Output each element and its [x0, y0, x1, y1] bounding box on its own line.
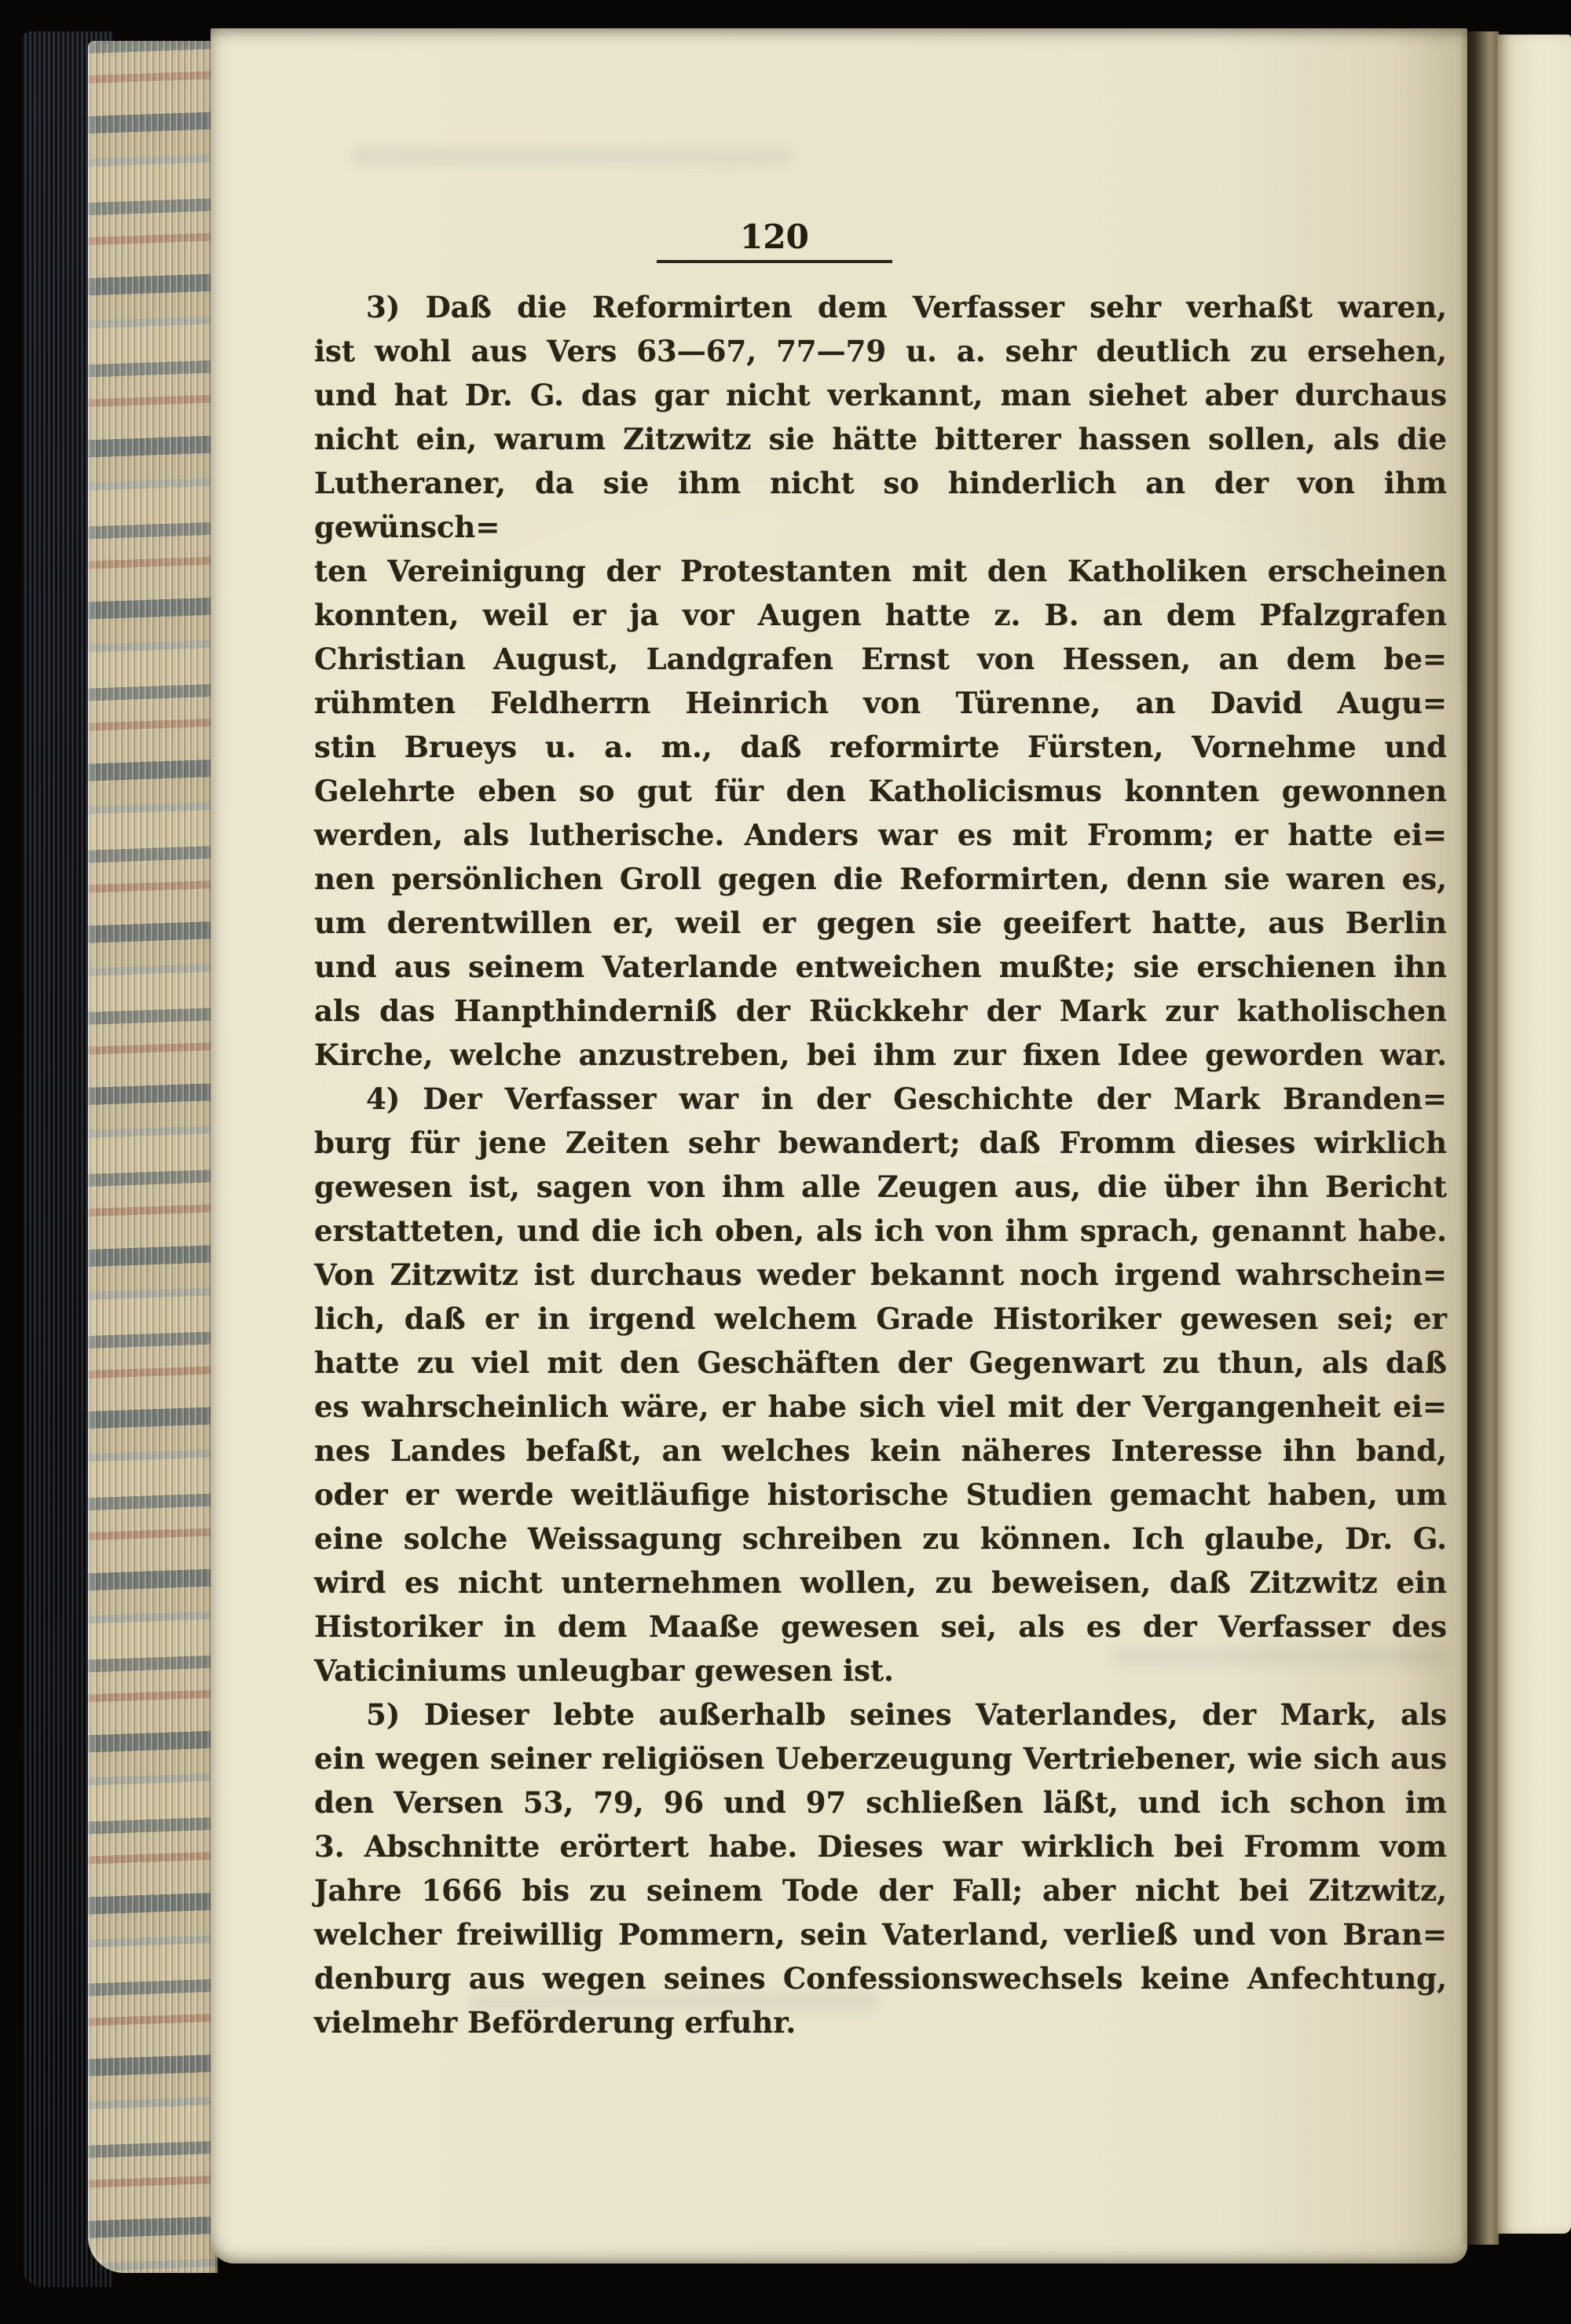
gutter-shadow [1459, 31, 1499, 2245]
text-line: Christian August, Landgrafen Ernst von Hessen, an dem be= [314, 642, 1447, 676]
page-body [314, 285, 1447, 2044]
text-line: konnten, weil er ja vor Augen hatte z. B. an dem Pfalzgrafen [314, 598, 1447, 632]
text-line: erstatteten, und die ich oben, als ich von ihm sprach, genannt habe. [314, 1213, 1447, 1248]
page-text-block [314, 189, 1447, 2044]
text-line: eine solche Weissagung schreiben zu können. Ich glaube, Dr. G. [314, 1521, 1447, 1556]
text-line: nen persönlichen Groll gegen die Reformirten, denn sie waren es, [314, 862, 1447, 896]
text-line: oder er werde weitläufige historische Studien gemacht haben, um [314, 1477, 1447, 1512]
text-line: wird es nicht unternehmen wollen, zu beweisen, daß Zitzwitz ein [314, 1565, 1447, 1600]
text-line: vielmehr Beförderung erfuhr. [314, 2005, 796, 2040]
text-line: und aus seinem Vaterlande entweichen mußte; sie erschienen ihn [314, 950, 1447, 984]
text-line: Von Zitzwitz ist durchaus weder bekannt noch irgend wahrschein= [314, 1257, 1447, 1292]
text-line: Kirche, welche anzustreben, bei ihm zur fixen Idee geworden war. [314, 1038, 1447, 1072]
page-number: 120 [657, 221, 892, 263]
text-line: als das Hanpthinderniß der Rückkehr der Mark zur katholischen [314, 994, 1447, 1028]
text-line: lich, daß er in irgend welchem Grade Historiker gewesen sei; er [314, 1301, 1447, 1336]
text-line: Lutheraner, da sie ihm nicht so hinderlich an der von ihm gewünsch= [314, 466, 1447, 544]
paragraph [314, 1693, 1447, 2044]
book-page [211, 28, 1467, 2264]
text-line: 3) Daß die Reformirten dem Verfasser sehr verhaßt waren, [366, 290, 1447, 324]
text-line: rühmten Feldherrn Heinrich von Türenne, an David Augu= [314, 686, 1447, 720]
text-line: ten Vereinigung der Protestanten mit den Katholiken erscheinen [314, 554, 1447, 588]
text-line: Gelehrte eben so gut für den Katholicismus konnten gewonnen [314, 774, 1447, 808]
facing-page-edge [1497, 35, 1571, 2234]
text-line: Jahre 1666 bis zu seinem Tode der Fall; aber nicht bei Zitzwitz, [314, 1873, 1447, 1908]
text-line: welcher freiwillig Pommern, sein Vaterland, verließ und von Bran= [314, 1917, 1447, 1952]
text-line: stin Brueys u. a. m., daß reformirte Fürsten, Vornehme und [314, 730, 1447, 764]
text-line: denburg aus wegen seines Confessionswechsels keine Anfechtung, [314, 1961, 1447, 1996]
text-line: werden, als lutherische. Anders war es mit Fromm; er hatte ei= [314, 818, 1447, 852]
text-line: gewesen ist, sagen von ihm alle Zeugen aus, die über ihn Bericht [314, 1169, 1447, 1204]
showthrough-smudge [352, 146, 792, 167]
marbled-page-edges [88, 41, 218, 2273]
paragraph [314, 285, 1447, 1077]
text-line: burg für jene Zeiten sehr bewandert; daß Fromm dieses wirklich [314, 1125, 1447, 1160]
text-line: ist wohl aus Vers 63—67, 77—79 u. a. sehr deutlich zu ersehen, [314, 334, 1447, 368]
text-line: es wahrscheinlich wäre, er habe sich viel mit der Vergangenheit ei= [314, 1389, 1447, 1424]
text-line: 3. Abschnitte erörtert habe. Dieses war wirklich bei Fromm vom [314, 1829, 1447, 1864]
text-line: Historiker in dem Maaße gewesen sei, als es der Verfasser des [314, 1609, 1447, 1644]
text-line: den Versen 53, 79, 96 und 97 schließen läßt, und ich schon im [314, 1785, 1447, 1820]
text-line: 4) Der Verfasser war in der Geschichte der Mark Branden= [366, 1081, 1447, 1116]
paragraph [314, 1077, 1447, 1693]
text-line: nes Landes befaßt, an welches kein näheres Interesse ihn band, [314, 1433, 1447, 1468]
text-line: hatte zu viel mit den Geschäften der Gegenwart zu thun, als daß [314, 1345, 1447, 1380]
text-line: Vaticiniums unleugbar gewesen ist. [314, 1653, 894, 1688]
text-line: nicht ein, warum Zitzwitz sie hätte bitterer hassen sollen, als die [314, 422, 1447, 456]
text-line: und hat Dr. G. das gar nicht verkannt, man siehet aber durchaus [314, 378, 1447, 412]
text-line: ein wegen seiner religiösen Ueberzeugung Vertriebener, wie sich aus [314, 1741, 1447, 1776]
text-line: um derentwillen er, weil er gegen sie geeifert hatte, aus Berlin [314, 906, 1447, 940]
text-line: 5) Dieser lebte außerhalb seines Vaterlandes, der Mark, als [366, 1697, 1447, 1732]
